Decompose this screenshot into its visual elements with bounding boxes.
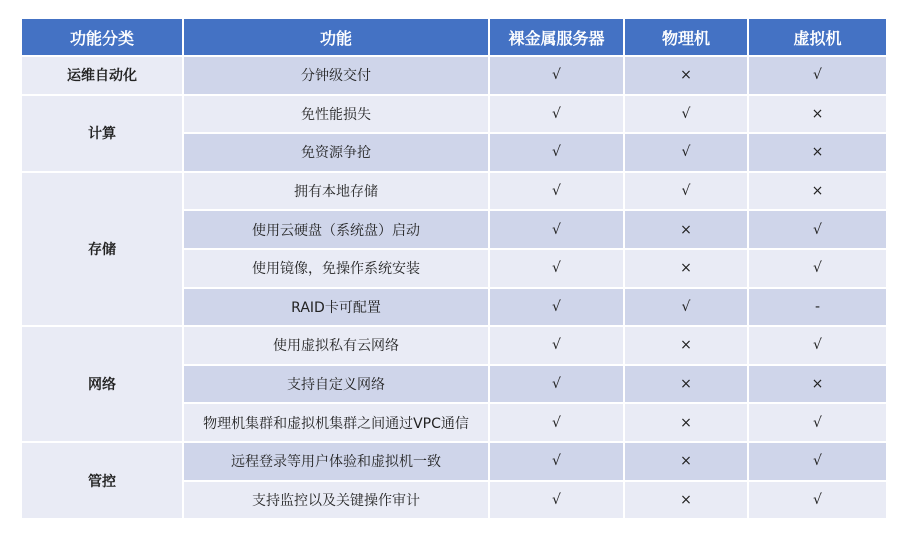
physical-mark: × [624,210,748,249]
bare-metal-mark: √ [489,249,624,288]
physical-mark: × [624,442,748,481]
category-cell: 管控 [21,442,183,519]
feature-cell: 远程登录等用户体验和虚拟机一致 [183,442,489,481]
virtual-mark: √ [748,481,887,520]
virtual-mark: × [748,95,887,134]
bare-metal-mark: √ [489,403,624,442]
physical-mark: × [624,249,748,288]
feature-cell: 物理机集群和虚拟机集群之间通过VPC通信 [183,403,489,442]
table-row [21,442,887,481]
feature-cell: 分钟级交付 [183,56,489,95]
table-row [21,326,887,365]
physical-mark: √ [624,95,748,134]
bare-metal-mark: √ [489,481,624,520]
bare-metal-mark: √ [489,56,624,95]
header-virtual-machine: 虚拟机 [748,18,887,56]
bare-metal-mark: √ [489,365,624,404]
bare-metal-mark: √ [489,210,624,249]
virtual-mark: × [748,172,887,211]
physical-mark: × [624,403,748,442]
bare-metal-mark: √ [489,442,624,481]
physical-mark: √ [624,172,748,211]
feature-cell: 支持自定义网络 [183,365,489,404]
bare-metal-mark: √ [489,95,624,134]
table-row [21,56,887,95]
physical-mark: √ [624,288,748,327]
header-bare-metal: 裸金属服务器 [489,18,624,56]
physical-mark: × [624,481,748,520]
physical-mark: √ [624,133,748,172]
physical-mark: × [624,365,748,404]
virtual-mark: √ [748,56,887,95]
category-cell: 运维自动化 [21,56,183,95]
feature-cell: 拥有本地存储 [183,172,489,211]
table-header-row [21,18,887,56]
virtual-mark: √ [748,326,887,365]
table-row [21,172,887,211]
category-cell: 网络 [21,326,183,442]
feature-cell: 支持监控以及关键操作审计 [183,481,489,520]
virtual-mark: √ [748,403,887,442]
virtual-mark: - [748,288,887,327]
virtual-mark: √ [748,442,887,481]
feature-comparison-table [20,17,888,520]
header-physical-machine: 物理机 [624,18,748,56]
bare-metal-mark: √ [489,172,624,211]
category-cell: 计算 [21,95,183,172]
virtual-mark: √ [748,249,887,288]
feature-cell: 免资源争抢 [183,133,489,172]
feature-cell: RAID卡可配置 [183,288,489,327]
virtual-mark: × [748,133,887,172]
virtual-mark: √ [748,210,887,249]
bare-metal-mark: √ [489,326,624,365]
header-category: 功能分类 [21,18,183,56]
feature-cell: 免性能损失 [183,95,489,134]
header-feature: 功能 [183,18,489,56]
table-row [21,95,887,134]
feature-cell: 使用虚拟私有云网络 [183,326,489,365]
feature-cell: 使用云硬盘（系统盘）启动 [183,210,489,249]
virtual-mark: × [748,365,887,404]
bare-metal-mark: √ [489,288,624,327]
physical-mark: × [624,56,748,95]
category-cell: 存储 [21,172,183,326]
feature-cell: 使用镜像，免操作系统安装 [183,249,489,288]
physical-mark: × [624,326,748,365]
bare-metal-mark: √ [489,133,624,172]
